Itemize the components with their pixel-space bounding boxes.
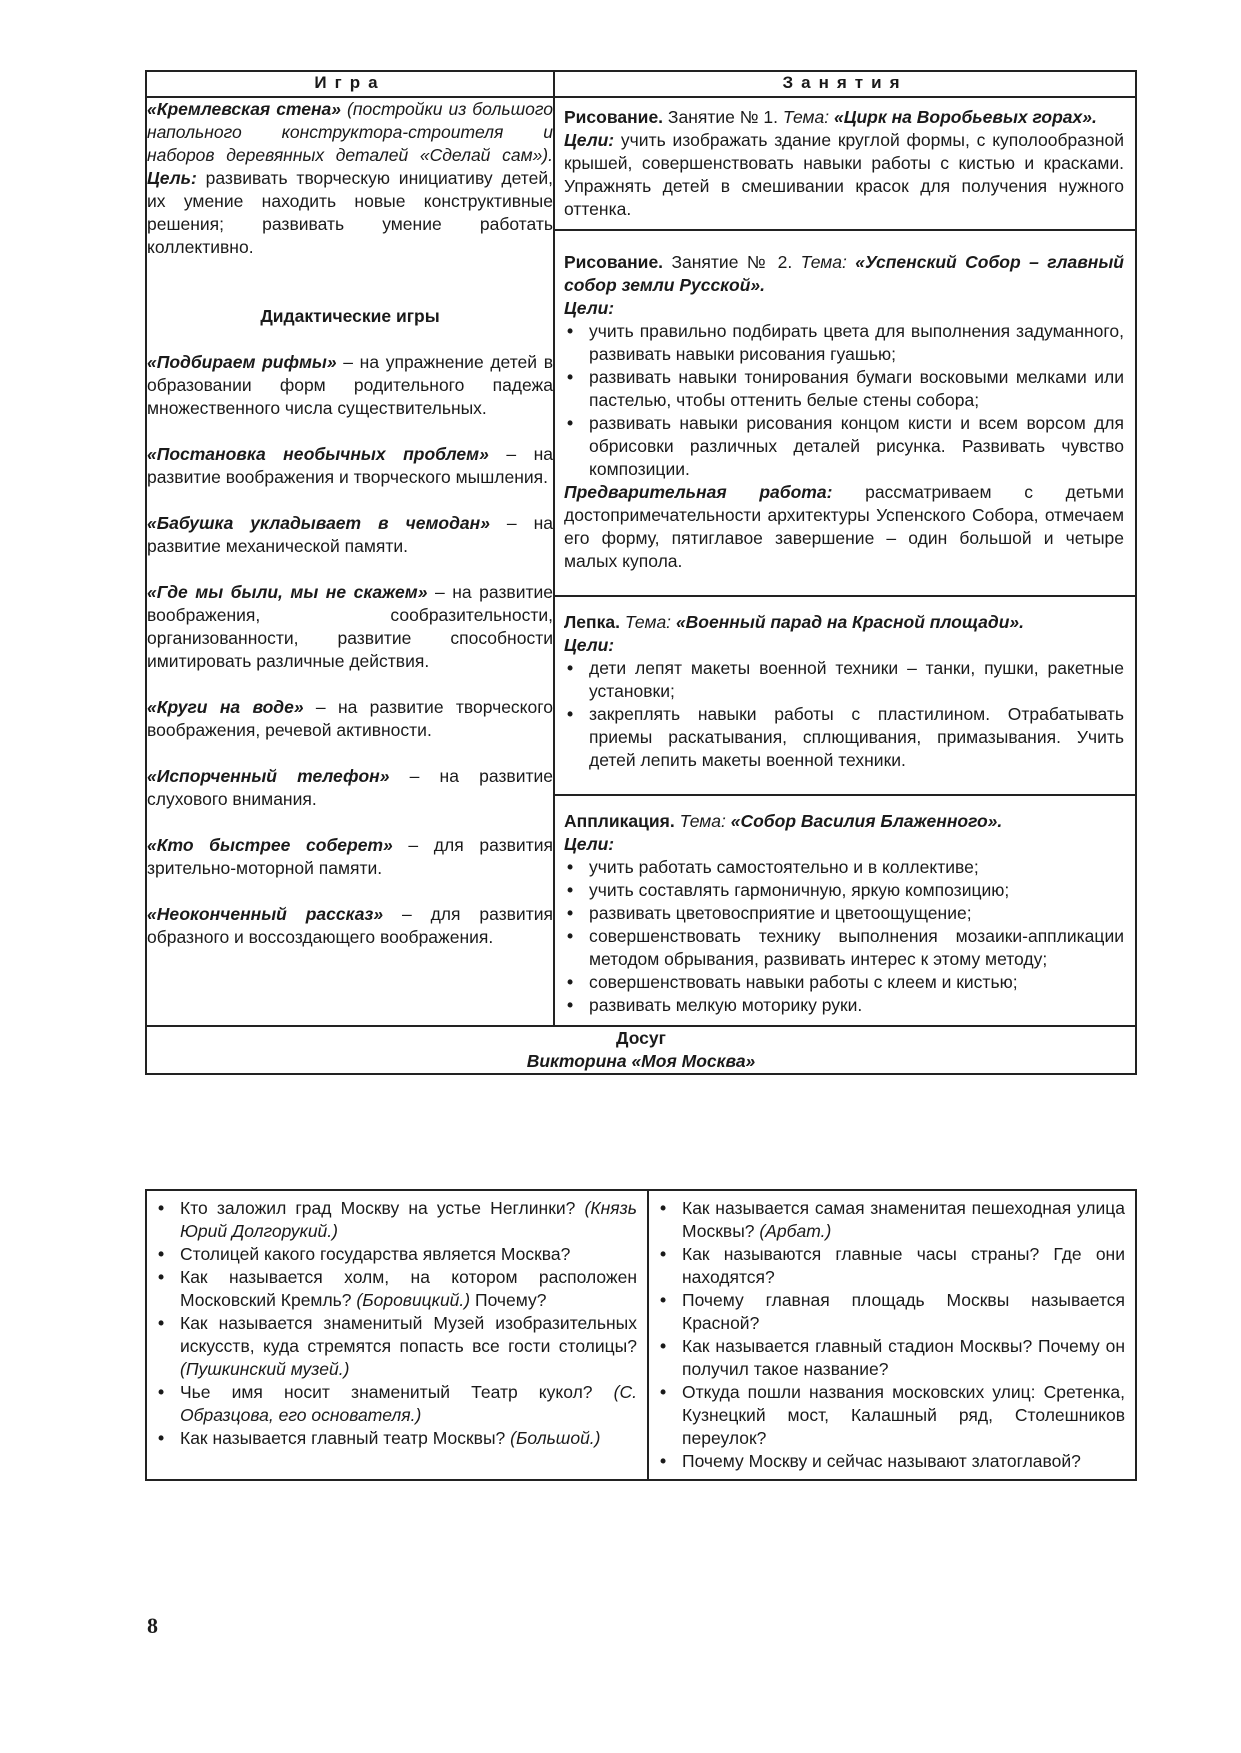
drawing-lesson-2: Рисование. Занятие № 2. Тема: «Успенский Собор – главный собор земли Русской». Цели: • учить правильно подбирать цвета для выполнения задуманного, развивать навыки рисования гуашью; • развивать навыки тонирования бумаги восковыми мелками или пастелью, чтобы оттенить белые стены собора; • развивать навыки рисования концом кисти и всем ворсом для обрисовки различных деталей рисунка. Развивать чувство композиции. Предварительная работа: рассматриваем с детьми достопримечательности архитектуры Успенского Собора, отмечаем его форму, пятиглавое завершение – один большой и четыре малых купола. (555, 231, 1135, 597)
quiz-question: • Как называется главный театр Москвы? (Большой.) (155, 1427, 637, 1450)
didactic-item: «Кто быстрее соберет» – для развития зрительно-моторной памяти. (147, 835, 553, 878)
leisure-title: Досуг (616, 1028, 666, 1048)
quiz-question: • Как называется главный стадион Москвы? Почему он получил такое название? (657, 1335, 1125, 1381)
quiz-question: • Кто заложил град Москву на устье Неглинки? (Князь Юрий Долгорукий.) (155, 1197, 637, 1243)
drawing-lesson-1: Рисование. Занятие № 1. Тема: «Цирк на Воробьевых горах». Цели: учить изображать здание круглой формы, с куполообразной крышей, совершенствовать навыки работы с кистью и красками. Упражнять детей в смешивании красок для получения нужного оттенка. (555, 98, 1135, 231)
didactic-item: «Испорченный телефон» – на развитие слухового внимания. (147, 766, 553, 809)
didactic-heading: Дидактические игры (260, 306, 440, 326)
didactic-item: «Неоконченный рассказ» – для развития образного и воссоздающего воображения. (147, 904, 553, 947)
kremlin-wall-game (147, 98, 553, 259)
quiz-question: • Как называется холм, на котором расположен Московский Кремль? (Боровицкий.) Почему? (155, 1266, 637, 1312)
activities-column (554, 97, 1136, 1026)
list-item: • совершенствовать навыки работы с клеем и кистью; (564, 971, 1124, 994)
quiz-question: • Почему главная площадь Москвы называется Красной? (657, 1289, 1125, 1335)
quiz-right-column (648, 1190, 1136, 1480)
activities-table (145, 70, 1137, 1075)
game-column (146, 97, 554, 1026)
list-item: • развивать навыки рисования концом кисти и всем ворсом для обрисовки различных деталей рисунка. Развивать чувство композиции. (564, 412, 1124, 481)
page-number: 8 (147, 1613, 158, 1638)
quiz-question: • Как называются главные часы страны? Где они находятся? (657, 1243, 1125, 1289)
quiz-question: • Откуда пошли названия московских улиц: Сретенка, Кузнецкий мост, Калашный ряд, Столешников переулок? (657, 1381, 1125, 1450)
didactic-item: «Где мы были, мы не скажем» – на развитие воображения, сообразительности, организованности, развитие способности имитировать различные действия. (147, 582, 553, 671)
goals-label: Цели: (564, 298, 615, 318)
goal-label: Цель: (147, 168, 197, 188)
quiz-question: • Столицей какого государства является Москва? (155, 1243, 637, 1266)
quiz-title: Викторина «Моя Москва» (526, 1051, 756, 1071)
list-item: • закреплять навыки работы с пластилином. Отрабатывать приемы раскатывания, сплющивания, примазывания. Учить детей лепить макеты военной техники. (564, 703, 1124, 772)
quiz-question: • Почему Москву и сейчас называют златоглавой? (657, 1450, 1125, 1473)
leisure-section (146, 1026, 1136, 1074)
didactic-item: «Круги на воде» – на развитие творческого воображения, речевой активности. (147, 697, 553, 740)
list-item: • совершенствовать технику выполнения мозаики-аппликации методом обрывания, развивать интерес к этому методу; (564, 925, 1124, 971)
header-activities: Занятия (554, 71, 1136, 97)
list-item: • дети лепят макеты военной техники – танки, пушки, ракетные установки; (564, 657, 1124, 703)
quiz-question: • Как называется знаменитый Музей изобразительных искусств, куда стремятся попасть все гости столицы? (Пушкинский музей.) (155, 1312, 637, 1381)
goals-list (564, 320, 1124, 481)
goal-text: развивать творческую инициативу детей, их умение находить новые конструктивные решения; развивать умение работать коллективно. (147, 168, 553, 257)
goals-list (564, 657, 1124, 772)
didactic-item: «Подбираем рифмы» – на упражнение детей в образовании форм родительного падежа множественного числа существительных. (147, 352, 553, 418)
list-item: • развивать цветовосприятие и цветоощущение; (564, 902, 1124, 925)
kremlin-desc: (постройки из большого напольного конструктора-строителя и наборов деревянных деталей «Сделай сам»). (147, 99, 553, 165)
header-game: Игра (146, 71, 554, 97)
list-item: • учить работать самостоятельно и в коллективе; (564, 856, 1124, 879)
didactic-item: «Бабушка укладывает в чемодан» – на развитие механической памяти. (147, 513, 553, 556)
modeling-lesson: Лепка. Тема: «Военный парад на Красной площади». Цели: • дети лепят макеты военной техники – танки, пушки, ракетные установки; • закреплять навыки работы с пластилином. Отрабатывать приемы раскатывания, сплющивания, примазывания. Учить детей лепить макеты военной техники. (555, 597, 1135, 796)
goals-list (564, 856, 1124, 1017)
applique-lesson: Аппликация. Тема: «Собор Василия Блаженного». Цели: • учить работать самостоятельно и в коллективе; • учить составлять гармоничную, яркую композицию; • развивать цветовосприятие и цветоощущение; • совершенствовать технику выполнения мозаики-аппликации методом обрывания, развивать интерес к этому методу; • совершенствовать навыки работы с клеем и кистью; • развивать мелкую моторику руки. (555, 796, 1135, 1025)
didactic-item: «Постановка необычных проблем» – на развитие воображения и творческого мышления. (147, 444, 553, 487)
quiz-left-column (146, 1190, 648, 1480)
list-item: • учить правильно подбирать цвета для выполнения задуманного, развивать навыки рисования гуашью; (564, 320, 1124, 366)
quiz-question: • Как называется самая знаменитая пешеходная улица Москвы? (Арбат.) (657, 1197, 1125, 1243)
quiz-question: • Чье имя носит знаменитый Театр кукол? (С. Образцова, его основателя.) (155, 1381, 637, 1427)
list-item: • учить составлять гармоничную, яркую композицию; (564, 879, 1124, 902)
list-item: • развивать навыки тонирования бумаги восковыми мелками или пастелью, чтобы оттенить белые стены собора; (564, 366, 1124, 412)
kremlin-title: «Кремлевская стена» (147, 99, 342, 119)
quiz-table (145, 1189, 1137, 1481)
list-item: • развивать мелкую моторику руки. (564, 994, 1124, 1017)
